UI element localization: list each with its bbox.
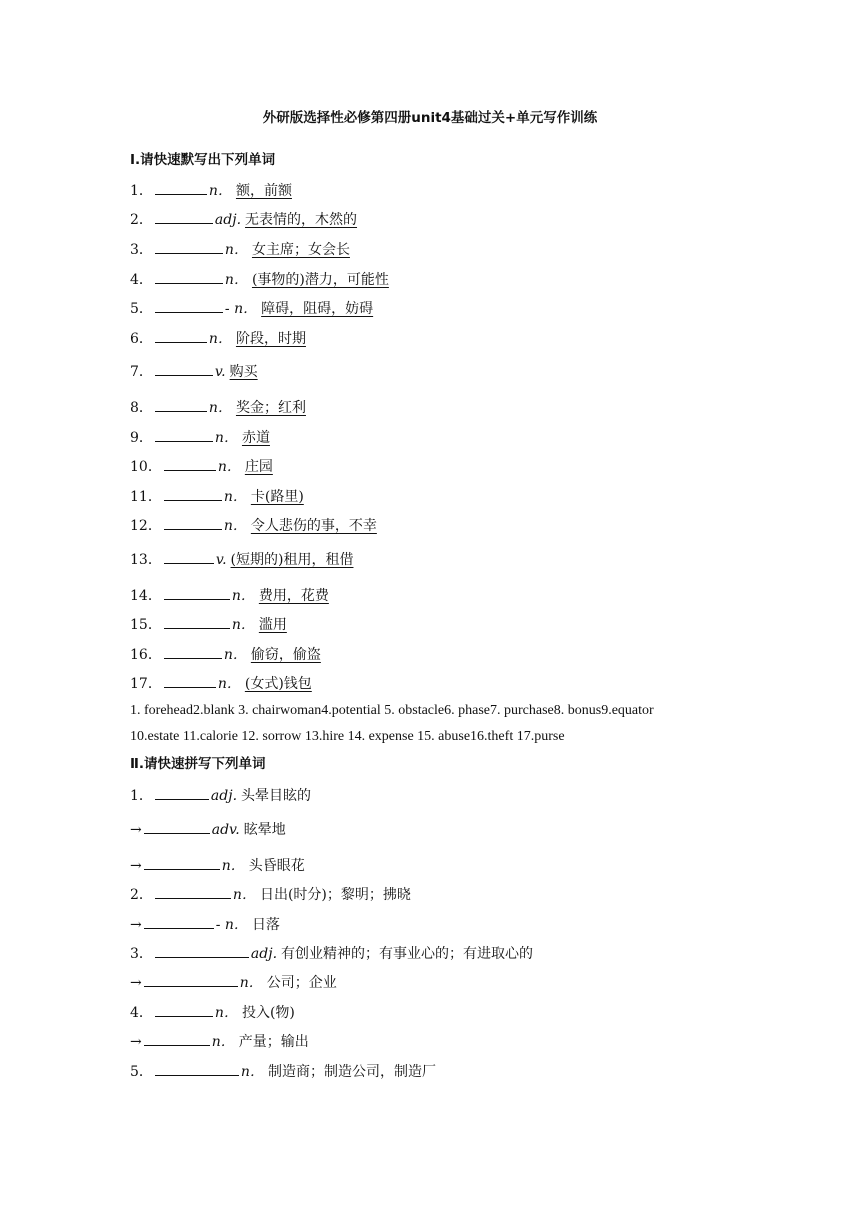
part-of-speech: adj. <box>250 946 278 962</box>
part-of-speech: n． <box>223 518 247 534</box>
answer-blank[interactable] <box>155 1002 213 1017</box>
section1-item <box>130 486 304 506</box>
section1-item <box>130 456 273 476</box>
answer-blank[interactable] <box>164 673 216 688</box>
part-of-speech: v. <box>214 364 226 380</box>
part-of-speech: n． <box>223 647 247 663</box>
answer-key-line-2: 10.estate 11.calorie 12. sorrow 13.hire 14. expense 15. abuse16.theft 17.purse <box>130 729 565 744</box>
section1-item <box>130 614 287 634</box>
item-number: 2． <box>130 887 153 903</box>
item-number: 4． <box>130 1005 153 1021</box>
item-number: 3． <box>130 242 153 258</box>
answer-blank[interactable] <box>164 585 230 600</box>
definition: 日出(时分)；黎明；拂晓 <box>259 887 411 903</box>
answer-blank[interactable] <box>155 1061 239 1076</box>
section1-item <box>130 328 306 348</box>
definition: 奖金；红利 <box>235 400 306 416</box>
definition: 制造商；制造公司，制造厂 <box>267 1064 436 1080</box>
item-number: 1． <box>130 183 153 199</box>
item-number: 5． <box>130 301 153 317</box>
answer-blank[interactable] <box>144 972 238 987</box>
item-number: → <box>130 917 142 933</box>
part-of-speech: n． <box>208 331 232 347</box>
definition: 令人悲伤的事，不幸 <box>250 518 377 534</box>
answer-blank[interactable] <box>164 456 216 471</box>
answer-blank[interactable] <box>155 328 207 343</box>
answer-blank[interactable] <box>155 180 207 195</box>
part-of-speech: adj. <box>214 212 242 228</box>
section2-item <box>130 1002 295 1022</box>
answer-blank[interactable] <box>155 427 213 442</box>
part-of-speech: n． <box>240 1064 264 1080</box>
item-number: 10． <box>130 459 162 475</box>
answer-blank[interactable] <box>144 1031 210 1046</box>
definition: (女式)钱包 <box>244 676 312 692</box>
item-number: 11． <box>130 489 162 505</box>
definition: 购买 <box>229 364 258 380</box>
definition: 眩晕地 <box>243 822 286 838</box>
part-of-speech: n． <box>232 887 256 903</box>
item-number: 4． <box>130 272 153 288</box>
section2-item <box>130 1031 309 1051</box>
section1-item <box>130 427 270 447</box>
definition: 头晕目眩的 <box>241 788 312 804</box>
answer-blank[interactable] <box>155 298 223 313</box>
part-of-speech: n． <box>208 183 232 199</box>
part-of-speech: n． <box>221 858 245 874</box>
item-number: → <box>130 975 142 991</box>
answer-blank[interactable] <box>155 269 223 284</box>
section2-heading: Ⅱ.请快速拼写下列单词 <box>130 756 266 772</box>
part-of-speech: n． <box>211 1034 235 1050</box>
part-of-speech: n． <box>224 272 248 288</box>
section2-item <box>130 972 337 992</box>
item-number: 15． <box>130 617 162 633</box>
section1-item <box>130 515 377 535</box>
section1-item <box>130 585 329 605</box>
answer-blank[interactable] <box>155 785 209 800</box>
answer-blank[interactable] <box>164 486 222 501</box>
definition: 投入(物) <box>241 1005 295 1021</box>
section1-heading: Ⅰ.请快速默写出下列单词 <box>130 152 276 168</box>
answer-blank[interactable] <box>144 855 220 870</box>
definition: (短期的)租用，租借 <box>230 552 354 568</box>
definition: 卡(路里) <box>250 489 304 505</box>
answer-blank[interactable] <box>155 361 213 376</box>
section1-item <box>130 239 350 259</box>
section1-item <box>130 549 353 569</box>
item-number: 16． <box>130 647 162 663</box>
item-number: 13． <box>130 552 162 568</box>
item-number: 17． <box>130 676 162 692</box>
answer-blank[interactable] <box>155 239 223 254</box>
answer-blank[interactable] <box>155 943 249 958</box>
item-number: → <box>130 1034 142 1050</box>
definition: 产量；输出 <box>238 1034 309 1050</box>
section1-item <box>130 673 312 693</box>
part-of-speech: n． <box>214 430 238 446</box>
section1-item <box>130 644 321 664</box>
part-of-speech: adj. <box>210 788 238 804</box>
section1-item <box>130 180 292 200</box>
definition: 偷窃，偷盗 <box>250 647 321 663</box>
definition: 滥用 <box>258 617 287 633</box>
part-of-speech: n． <box>217 459 241 475</box>
section1-item <box>130 298 373 318</box>
definition: 额，前额 <box>235 183 292 199</box>
item-number: 8． <box>130 400 153 416</box>
item-number: 14． <box>130 588 162 604</box>
item-number: → <box>130 858 142 874</box>
part-of-speech: n． <box>217 676 241 692</box>
section2-item <box>130 1061 436 1081</box>
answer-blank[interactable] <box>155 209 213 224</box>
part-of-speech: n． <box>231 588 255 604</box>
definition: 费用，花费 <box>258 588 329 604</box>
section2-item <box>130 855 305 875</box>
section1-item <box>130 361 258 381</box>
item-number: 2． <box>130 212 153 228</box>
answer-blank[interactable] <box>164 614 230 629</box>
part-of-speech: n． <box>224 242 248 258</box>
section1-item <box>130 269 389 289</box>
definition: 赤道 <box>241 430 270 446</box>
section1-item <box>130 397 306 417</box>
section2-item <box>130 819 286 839</box>
section2-item <box>130 914 280 934</box>
item-number: 7． <box>130 364 153 380</box>
item-number: → <box>130 822 142 838</box>
item-number: 5． <box>130 1064 153 1080</box>
item-number: 3． <box>130 946 153 962</box>
definition: (事物的)潜力，可能性 <box>251 272 389 288</box>
definition: 有创业精神的；有事业心的；有进取心的 <box>281 946 534 962</box>
definition: 障碍，阻碍，妨碍 <box>261 301 374 317</box>
definition: 头昏眼花 <box>248 858 305 874</box>
section1-item <box>130 209 357 229</box>
page-title: 外研版选择性必修第四册unit4基础过关+单元写作训练 <box>262 110 598 126</box>
definition: 阶段，时期 <box>235 331 306 347</box>
answer-blank[interactable] <box>164 515 222 530</box>
part-of-speech: - n． <box>215 917 248 933</box>
answer-blank[interactable] <box>164 644 222 659</box>
definition: 公司；企业 <box>266 975 337 991</box>
answer-blank[interactable] <box>144 914 214 929</box>
section2-item <box>130 785 311 805</box>
answer-blank[interactable] <box>164 549 214 564</box>
item-number: 9． <box>130 430 153 446</box>
definition: 庄园 <box>244 459 273 475</box>
part-of-speech: v. <box>215 552 227 568</box>
answer-key-line-1: 1. forehead2.blank 3. chairwoman4.potential 5. obstacle6. phase7. purchase8. bonus9.equator <box>130 703 654 718</box>
part-of-speech: - n． <box>224 301 258 317</box>
answer-blank[interactable] <box>144 819 210 834</box>
definition: 日落 <box>251 917 280 933</box>
part-of-speech: n． <box>223 489 247 505</box>
part-of-speech: n． <box>239 975 263 991</box>
definition: 女主席；女会长 <box>251 242 350 258</box>
section2-item <box>130 884 411 904</box>
part-of-speech: adv. <box>211 822 240 838</box>
item-number: 1． <box>130 788 153 804</box>
item-number: 12． <box>130 518 162 534</box>
part-of-speech: n． <box>208 400 232 416</box>
item-number: 6． <box>130 331 153 347</box>
part-of-speech: n． <box>231 617 255 633</box>
section2-item <box>130 943 533 963</box>
part-of-speech: n． <box>214 1005 238 1021</box>
answer-blank[interactable] <box>155 397 207 412</box>
answer-blank[interactable] <box>155 884 231 899</box>
definition: 无表情的，木然的 <box>245 212 358 228</box>
